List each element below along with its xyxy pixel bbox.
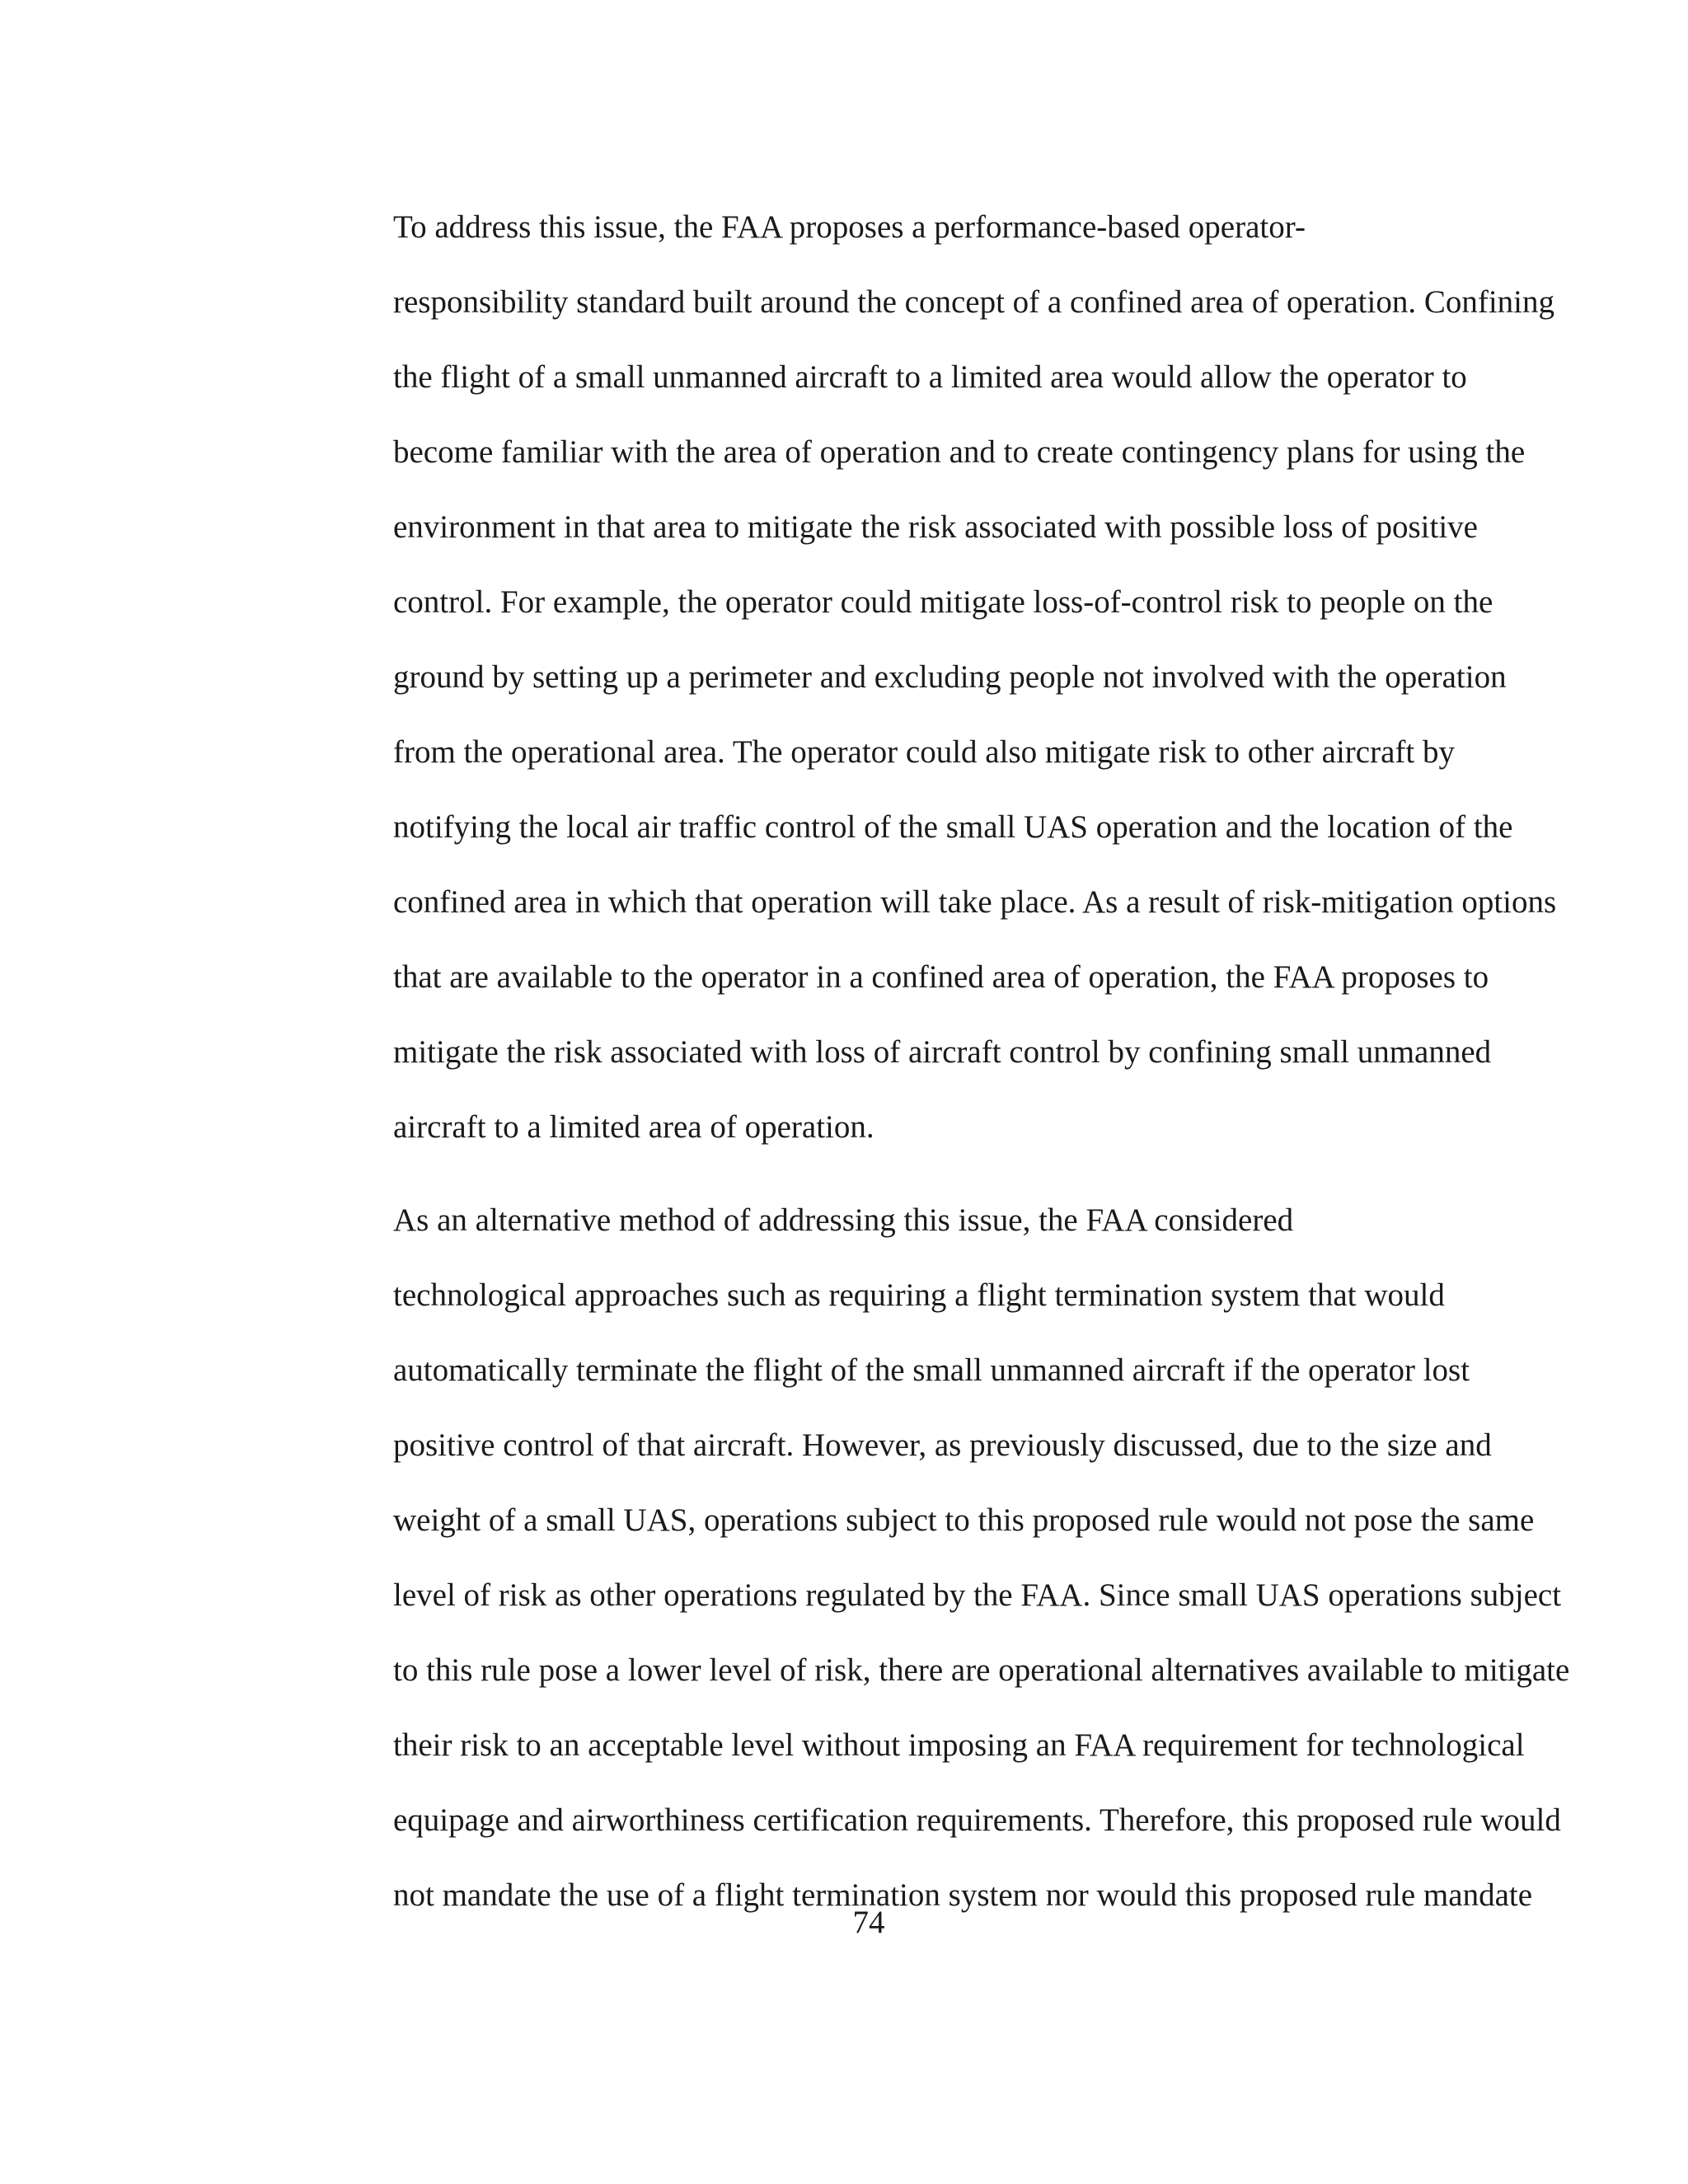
body-text (294, 190, 1570, 1951)
text-line: aircraft to a limited area of operation. (393, 1109, 874, 1145)
text-line: to this rule pose a lower level of risk, there are operational alternatives available to mitigate (393, 1652, 1570, 1688)
text-line: notifying the local air traffic control of the small UAS operation and the location of the (393, 809, 1513, 845)
text-line: weight of a small UAS, operations subject to this proposed rule would not pose the same (393, 1502, 1535, 1538)
text-line: the flight of a small unmanned aircraft to a limited area would allow the operator to (393, 359, 1467, 395)
paragraph-1 (294, 190, 1557, 1165)
text-line: that are available to the operator in a confined area of operation, the FAA proposes to (393, 959, 1489, 995)
text-line: positive control of that aircraft. However, as previously discussed, due to the size and (393, 1427, 1492, 1463)
text-line: responsibility standard built around the concept of a confined area of operation. Confining (393, 284, 1555, 320)
text-line: not mandate the use of a flight termination system nor would this proposed rule mandate (393, 1877, 1533, 1913)
text-line: from the operational area. The operator could also mitigate risk to other aircraft by (393, 734, 1455, 770)
text-line: level of risk as other operations regulated by the FAA. Since small UAS operations subject (393, 1577, 1562, 1613)
text-line: equipage and airworthiness certification requirements. Therefore, this proposed rule would (393, 1802, 1561, 1838)
text-line: their risk to an acceptable level without imposing an FAA requirement for technological (393, 1727, 1525, 1763)
text-line: technological approaches such as requiring a flight termination system that would (393, 1277, 1445, 1313)
text-line: environment in that area to mitigate the risk associated with possible loss of positive (393, 509, 1478, 545)
text-line: mitigate the risk associated with loss of aircraft control by confining small unmanned (393, 1034, 1492, 1070)
text-line: become familiar with the area of operation and to create contingency plans for using the (393, 434, 1526, 470)
text-line: control. For example, the operator could mitigate loss-of-control risk to people on the (393, 584, 1493, 620)
page-number: 74 (852, 1905, 885, 1940)
text-line: To address this issue, the FAA proposes a performance-based operator- (393, 209, 1306, 245)
text-line: automatically terminate the flight of the small unmanned aircraft if the operator lost (393, 1352, 1470, 1388)
text-line: confined area in which that operation will take place. As a result of risk-mitigation options (393, 884, 1557, 920)
text-line: As an alternative method of addressing this issue, the FAA considered (393, 1202, 1294, 1238)
text-line: ground by setting up a perimeter and excluding people not involved with the operation (393, 659, 1507, 695)
paragraph-2 (294, 1183, 1570, 1933)
